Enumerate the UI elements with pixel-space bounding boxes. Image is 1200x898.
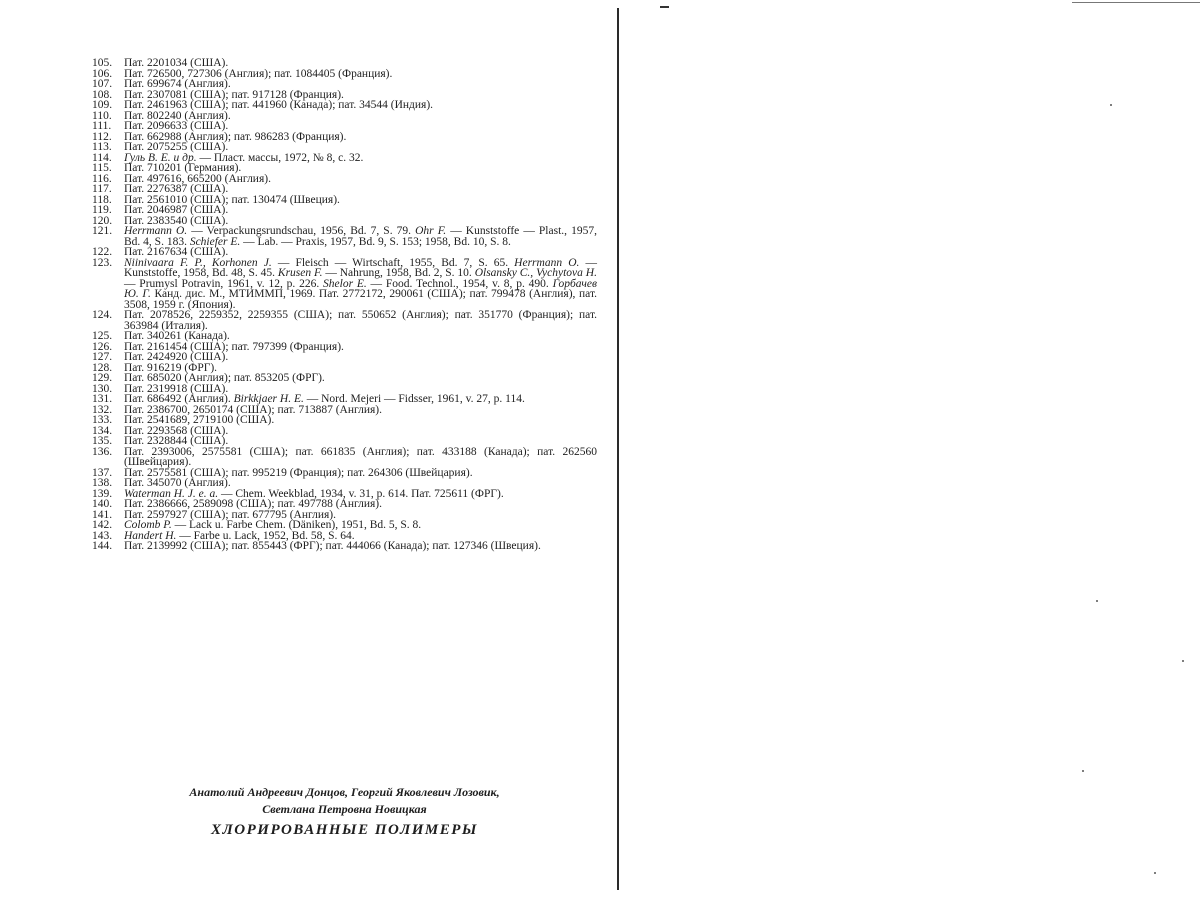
reference-number: 112. xyxy=(92,130,112,143)
right-page xyxy=(622,0,1200,898)
reference-item xyxy=(92,226,597,247)
reference-segment: — Kunststoffe, 1958, Bd. 48, S. 45. xyxy=(124,256,597,279)
reference-segment: Пат. 916219 (ФРГ). xyxy=(124,361,218,374)
reference-author: Горбачев Ю. Г. xyxy=(124,277,597,300)
reference-segment: Пат. 2386666, 2589098 (США); пат. 497788 (Англия). xyxy=(124,498,383,510)
scan-speck xyxy=(1096,600,1098,602)
reference-segment: Пат. 2386700, 2650174 (США); пат. 713887 (Англия). xyxy=(124,403,383,416)
reference-number: 140. xyxy=(92,498,113,510)
reference-segment: Пат. 710201 (Германия). xyxy=(124,162,242,174)
reference-item xyxy=(92,447,597,468)
reference-number: 125. xyxy=(92,330,113,342)
reference-item xyxy=(92,541,597,552)
reference-segment: Пат. 2167634 (США). xyxy=(124,246,229,258)
reference-author: Handert H. xyxy=(124,529,177,542)
reference-number: 130. xyxy=(92,382,113,395)
reference-number: 115. xyxy=(92,162,112,174)
reference-number: 105. xyxy=(92,57,113,69)
reference-number: 106. xyxy=(92,67,113,80)
reference-author: Schiefer E. xyxy=(189,235,241,248)
reference-number: 113. xyxy=(92,141,112,153)
reference-segment: — Nord. Mejeri — Fidsser, 1961, v. 27, p. 114. xyxy=(303,393,525,405)
reference-number: 116. xyxy=(92,172,112,185)
reference-list xyxy=(92,58,597,552)
reference-number: 108. xyxy=(92,88,113,101)
reference-number: 132. xyxy=(92,403,113,416)
reference-segment: Пат. 2078526, 2259352, 2259355 (США); пат. 550652 (Англия); пат. 351770 (Франция); пат. 363984 (Италия). xyxy=(124,309,597,332)
reference-number: 129. xyxy=(92,372,113,384)
reference-number: 137. xyxy=(92,466,113,479)
reference-segment: Пат. 345070 (Англия). xyxy=(124,477,231,489)
reference-segment: Пат. 2328844 (США). xyxy=(124,435,229,447)
reference-segment: — Farbe u. Lack, 1952, Bd. 58, S. 64. xyxy=(176,529,355,542)
reference-segment: Пат. 2541689, 2719100 (США). xyxy=(124,414,275,426)
reference-author: Birkkjaer H. E. xyxy=(233,393,304,405)
reference-segment: Пат. 2393006, 2575581 (США); пат. 661835 (Англия); пат. 433188 (Канада); пат. 262560 (Швейцария). xyxy=(124,445,597,468)
reference-number: 131. xyxy=(92,393,113,405)
reference-segment: Пат. 2046987 (США). xyxy=(124,204,229,216)
reference-segment: — Food. Technol., 1954, v. 8, p. 490. xyxy=(366,277,553,290)
reference-segment: — Verpackungsrundschau, 1956, Bd. 7, S. 79. xyxy=(187,225,416,237)
reference-number: 134. xyxy=(92,424,113,437)
reference-segment: Пат. 2139992 (США); пат. 855443 (ФРГ); пат. 444066 (Канада); пат. 127346 (Швеция). xyxy=(124,540,541,552)
reference-segment: — Nahrung, 1958, Bd. 2, S. 10. xyxy=(322,267,475,279)
reference-segment: Пат. 2597927 (США); пат. 677795 (Англия). xyxy=(124,508,337,521)
reference-segment: — Kunststoffe — Plast., 1957, Bd. 4, S. 183. xyxy=(124,225,597,248)
scan-mark-corner xyxy=(1072,2,1200,3)
reference-number: 121. xyxy=(92,225,113,237)
reference-text xyxy=(124,447,597,468)
reference-item xyxy=(92,258,597,311)
reference-author: Herrmann O. xyxy=(514,256,580,269)
scan-speck xyxy=(1154,872,1156,874)
reference-number: 110. xyxy=(92,109,112,122)
scan-mark-top xyxy=(660,6,669,8)
reference-number: 107. xyxy=(92,78,113,90)
reference-segment: Пат. 726500, 727306 (Англия); пат. 1084405 (Франция). xyxy=(124,67,393,80)
reference-number: 114. xyxy=(92,151,112,164)
reference-text xyxy=(124,541,597,552)
reference-segment: Пат. 340261 (Канада). xyxy=(124,330,230,342)
reference-author: Olsansky C., Vychytova H. xyxy=(474,267,597,279)
reference-number: 136. xyxy=(92,445,113,458)
reference-number: 142. xyxy=(92,519,113,531)
reference-segment: Пат. 2096633 (США). xyxy=(124,120,229,132)
reference-number: 122. xyxy=(92,246,113,258)
reference-number: 119. xyxy=(92,204,112,216)
reference-segment: Пат. 2575581 (США); пат. 995219 (Франция); пат. 264306 (Швейцария). xyxy=(124,466,473,479)
reference-number: 124. xyxy=(92,309,113,321)
reference-number: 138. xyxy=(92,477,113,489)
reference-number: 123. xyxy=(92,256,113,269)
reference-segment: — Пласт. массы, 1972, № 8, с. 32. xyxy=(196,151,364,164)
reference-segment: Пат. 686492 (Англия). xyxy=(124,393,234,405)
reference-author: Colomb P. xyxy=(124,519,172,531)
reference-number: 144. xyxy=(92,540,113,552)
authors-line-1: Анатолий Андреевич Донцов, Георгий Яковлевич Лозовик, xyxy=(189,785,500,799)
reference-author: Shelor E. xyxy=(323,277,367,290)
reference-author: Ohr F. xyxy=(415,225,447,237)
reference-segment: Пат. 2383540 (США). xyxy=(124,214,229,227)
reference-author: Krusen F. xyxy=(277,267,323,279)
reference-segment: Пат. 2461963 (США); пат. 441960 (Канада); пат. 34544 (Индия). xyxy=(124,99,434,111)
reference-number: 117. xyxy=(92,183,112,195)
reference-number: 133. xyxy=(92,414,113,426)
reference-number: 128. xyxy=(92,361,113,374)
reference-number: 143. xyxy=(92,529,113,542)
reference-segment: Пат. 2276387 (США). xyxy=(124,183,229,195)
scan-speck xyxy=(1110,104,1112,106)
reference-number: 126. xyxy=(92,340,113,353)
reference-segment: — Lab. — Praxis, 1957, Bd. 9, S. 153; 1958, Bd. 10, S. 8. xyxy=(240,235,511,248)
colophon xyxy=(92,784,597,839)
reference-segment: Канд. дис. М., МТИММП, 1969. Пат. 2772172, 290061 (США); пат. 799478 (Англия), пат. 3508, 1959 г. (Япония). xyxy=(124,288,597,311)
reference-number: 120. xyxy=(92,214,113,227)
scan-speck xyxy=(1182,660,1184,662)
reference-author: Niinivaara F. P., Korhonen J. xyxy=(124,256,272,269)
reference-segment: Пат. 662988 (Англия); пат. 986283 (Франция). xyxy=(124,130,347,143)
reference-segment: Пат. 2319918 (США). xyxy=(124,382,229,395)
reference-number: 135. xyxy=(92,435,113,447)
reference-segment: — Lack u. Farbe Chem. (Däniken), 1951, Bd. 5, S. 8. xyxy=(171,519,422,531)
reference-segment: Пат. 2307081 (США); пат. 917128 (Франция). xyxy=(124,88,344,101)
reference-text xyxy=(124,310,597,331)
reference-number: 109. xyxy=(92,99,113,111)
reference-segment: — Prumysl Potravin, 1961, v. 12, p. 226. xyxy=(124,277,324,290)
reference-number: 118. xyxy=(92,193,112,206)
reference-segment: Пат. 685020 (Англия); пат. 853205 (ФРГ). xyxy=(124,372,325,384)
reference-item xyxy=(92,310,597,331)
reference-segment: Пат. 699674 (Англия). xyxy=(124,78,231,90)
reference-author: Гуль В. Е. и др. xyxy=(124,151,197,164)
reference-text xyxy=(124,226,597,247)
reference-segment: — Chem. Weekblad, 1934, v. 31, p. 614. Пат. 725611 (ФРГ). xyxy=(218,487,504,500)
reference-segment: Пат. 2561010 (США); пат. 130474 (Швеция). xyxy=(124,193,340,206)
reference-segment: Пат. 497616, 665200 (Англия). xyxy=(124,172,271,185)
authors-line-2: Светлана Петровна Новицкая xyxy=(262,802,427,816)
reference-number: 111. xyxy=(92,120,112,132)
page-divider xyxy=(617,8,619,890)
reference-text xyxy=(124,258,597,311)
reference-author: Waterman H. J. e. a. xyxy=(124,487,219,500)
reference-segment: Пат. 2161454 (США); пат. 797399 (Франция). xyxy=(124,340,344,353)
reference-segment: — Fleisch — Wirtschaft, 1955, Bd. 7, S. 65. xyxy=(271,256,515,269)
reference-segment: Пат. 2293568 (США). xyxy=(124,424,229,437)
reference-number: 127. xyxy=(92,351,113,363)
reference-segment: Пат. 2201034 (США). xyxy=(124,57,229,69)
reference-segment: Пат. 2424920 (США). xyxy=(124,351,229,363)
reference-author: Herrmann O. xyxy=(124,225,188,237)
book-title: ХЛОРИРОВАННЫЕ ПОЛИМЕРЫ xyxy=(211,822,478,838)
reference-segment: Пат. 2075255 (США). xyxy=(124,141,229,153)
scan-speck xyxy=(1082,770,1084,772)
reference-segment: Пат. 802240 (Англия). xyxy=(124,109,231,122)
reference-number: 141. xyxy=(92,508,113,521)
reference-number: 139. xyxy=(92,487,113,500)
